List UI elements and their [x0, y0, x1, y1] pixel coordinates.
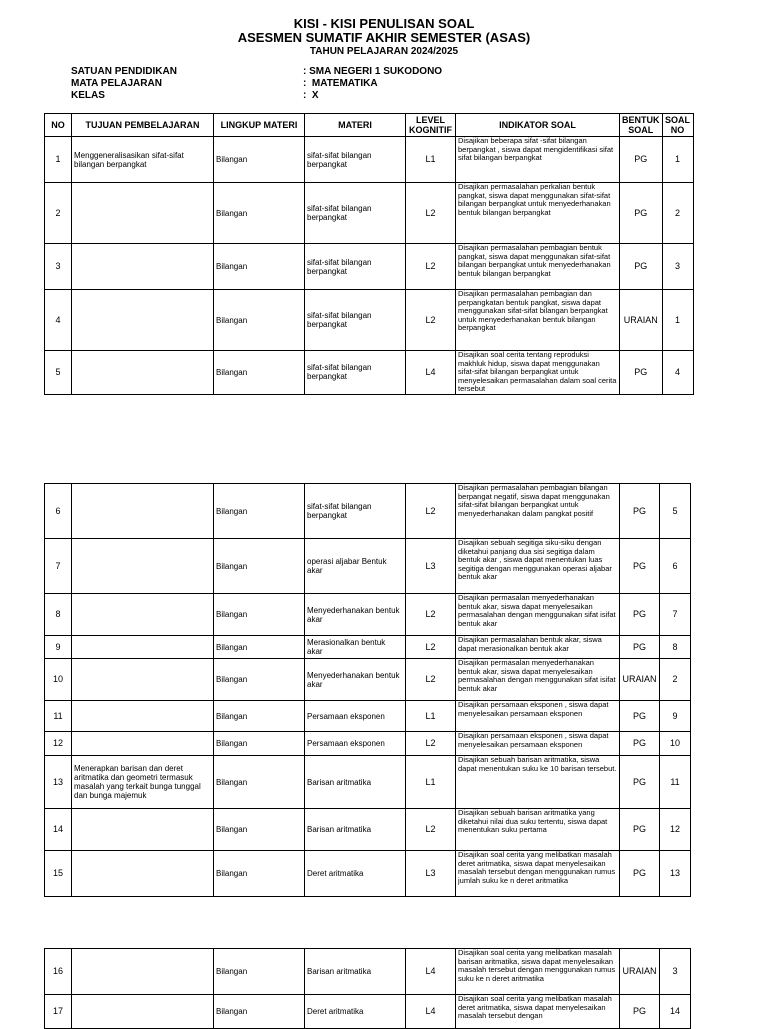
bentuk-soal-cell: PG — [620, 484, 660, 539]
level-kognitif-cell: L1 — [406, 701, 456, 732]
row-number: 8 — [45, 594, 72, 636]
soal-no-cell: 8 — [660, 636, 691, 659]
tujuan-pembelajaran-cell — [72, 701, 214, 732]
level-kognitif-cell: L2 — [406, 809, 456, 851]
lingkup-materi-cell: Bilangan — [214, 594, 305, 636]
info-value-kelas: : X — [303, 90, 319, 101]
document-subtitle: ASESMEN SUMATIF AKHIR SEMESTER (ASAS) — [237, 30, 531, 45]
indikator-soal-cell: Disajikan permasalan menyederhanakan bentuk akar, siswa dapat menyelesaikan permasalahan dengan menggunakan sifat isifat bentuk akar — [456, 594, 620, 636]
lingkup-materi-cell: Bilangan — [214, 290, 305, 351]
kisi-table-part-2 — [44, 483, 691, 897]
materi-cell: sifat-sifat bilangan berpangkat — [305, 183, 406, 244]
tujuan-pembelajaran-cell — [72, 809, 214, 851]
indikator-soal-cell: Disajikan sebuah barisan aritmatika, siswa dapat menentukan suku ke 10 barisan tersebut. — [456, 756, 620, 809]
lingkup-materi-cell: Bilangan — [214, 183, 305, 244]
row-number: 12 — [45, 732, 72, 756]
materi-cell: Persamaan eksponen — [305, 732, 406, 756]
tujuan-pembelajaran-cell — [72, 636, 214, 659]
level-kognitif-cell: L3 — [406, 539, 456, 594]
tujuan-pembelajaran-cell — [72, 995, 214, 1029]
indikator-soal-cell: Disajikan permasalahan pembagian bentuk pangkat, siswa dapat menggunakan sifat-sifat bilangan berpangkat untuk menyederhanakan bentuk bilangan berpangkat — [456, 244, 620, 290]
soal-no-cell: 4 — [662, 351, 693, 395]
bentuk-soal-cell: PG — [620, 539, 660, 594]
tujuan-pembelajaran-cell — [72, 594, 214, 636]
soal-no-cell: 14 — [660, 995, 691, 1029]
indikator-soal-cell: Disajikan permasalahan perkalian bentuk pangkat, siswa dapat menggunakan sifat-sifat bilangan berpangkat untuk menyederhanakan bentuk bilangan berpangkat — [456, 183, 620, 244]
bentuk-soal-cell: URAIAN — [620, 290, 663, 351]
table-row — [45, 949, 691, 995]
info-label-mapel: MATA PELAJARAN — [71, 78, 162, 89]
col-header-no: NO — [45, 114, 72, 137]
bentuk-soal-cell: PG — [620, 244, 663, 290]
table-row — [45, 290, 694, 351]
level-kognitif-cell: L3 — [406, 851, 456, 897]
bentuk-soal-cell: PG — [620, 183, 663, 244]
bentuk-soal-cell: PG — [620, 701, 660, 732]
kisi-table-part-3 — [44, 948, 691, 1029]
col-header-materi: MATERI — [305, 114, 406, 137]
materi-cell: Deret aritmatika — [305, 851, 406, 897]
materi-cell: sifat-sifat bilangan berpangkat — [305, 351, 406, 395]
table-row — [45, 484, 691, 539]
lingkup-materi-cell: Bilangan — [214, 949, 305, 995]
tujuan-pembelajaran-cell: Menggeneralisasikan sifat-sifat bilangan berpangkat — [72, 137, 214, 183]
row-number: 15 — [45, 851, 72, 897]
tujuan-pembelajaran-cell — [72, 351, 214, 395]
soal-no-cell: 7 — [660, 594, 691, 636]
table-row — [45, 701, 691, 732]
info-value-satuan: : SMA NEGERI 1 SUKODONO — [303, 66, 443, 77]
level-kognitif-cell: L1 — [406, 137, 456, 183]
bentuk-soal-cell: PG — [620, 851, 660, 897]
indikator-soal-cell: Disajikan permasalahan bentuk akar, siswa dapat merasionalkan bentuk akar — [456, 636, 620, 659]
row-number: 10 — [45, 659, 72, 701]
indikator-soal-cell: Disajikan persamaan eksponen , siswa dapat menyelesaikan persamaan eksponen — [456, 701, 620, 732]
col-header-indikator: INDIKATOR SOAL — [456, 114, 620, 137]
soal-no-cell: 13 — [660, 851, 691, 897]
lingkup-materi-cell: Bilangan — [214, 636, 305, 659]
indikator-soal-cell: Disajikan soal cerita tentang reproduksi makhluk hidup, siswa dapat menggunakan sifat-sifat bilangan berpangkat untuk menyelesaikan permasalahan dalam soal cerita tersebut — [456, 351, 620, 395]
lingkup-materi-cell: Bilangan — [214, 351, 305, 395]
table-row — [45, 539, 691, 594]
soal-no-cell: 2 — [662, 183, 693, 244]
level-kognitif-cell: L2 — [406, 659, 456, 701]
soal-no-cell: 5 — [660, 484, 691, 539]
lingkup-materi-cell: Bilangan — [214, 756, 305, 809]
tujuan-pembelajaran-cell — [72, 851, 214, 897]
bentuk-soal-cell: PG — [620, 137, 663, 183]
lingkup-materi-cell: Bilangan — [214, 484, 305, 539]
col-header-tujuan: TUJUAN PEMBELAJARAN — [72, 114, 214, 137]
indikator-soal-cell: Disajikan soal cerita yang melibatkan masalah deret aritmatika, siswa dapat menyelesaikan masalah tersebut dengan menggunakan rumus jumlah suku ke n deret aritmatika — [456, 851, 620, 897]
tujuan-pembelajaran-cell — [72, 183, 214, 244]
soal-no-cell: 10 — [660, 732, 691, 756]
table-row — [45, 809, 691, 851]
table-row — [45, 594, 691, 636]
row-number: 1 — [45, 137, 72, 183]
tujuan-pembelajaran-cell — [72, 484, 214, 539]
bentuk-soal-cell: PG — [620, 756, 660, 809]
bentuk-soal-cell: URAIAN — [620, 949, 660, 995]
row-number: 4 — [45, 290, 72, 351]
table-row — [45, 659, 691, 701]
table-row — [45, 636, 691, 659]
level-kognitif-cell: L2 — [406, 636, 456, 659]
soal-no-cell: 11 — [660, 756, 691, 809]
academic-year: TAHUN PELAJARAN 2024/2025 — [309, 46, 459, 57]
table-row — [45, 183, 694, 244]
materi-cell: Merasionalkan bentuk akar — [305, 636, 406, 659]
indikator-soal-cell: Disajikan permasalahan pembagian dan perpangkatan bentuk pangkat, siswa dapat menggunakan sifat-sifat bilangan berpangkat untuk menyederhanakan bentuk bilangan berpangkat — [456, 290, 620, 351]
row-number: 6 — [45, 484, 72, 539]
level-kognitif-cell: L2 — [406, 244, 456, 290]
row-number: 9 — [45, 636, 72, 659]
indikator-soal-cell: Disajikan soal cerita yang melibatkan masalah deret aritmatika, siswa dapat menyelesaikan masalah tersebut dengan — [456, 995, 620, 1029]
lingkup-materi-cell: Bilangan — [214, 244, 305, 290]
materi-cell: operasi aljabar Bentuk akar — [305, 539, 406, 594]
level-kognitif-cell: L4 — [406, 995, 456, 1029]
soal-no-cell: 1 — [662, 290, 693, 351]
level-kognitif-cell: L4 — [406, 351, 456, 395]
table-row — [45, 995, 691, 1029]
tujuan-pembelajaran-cell — [72, 244, 214, 290]
materi-cell: Menyederhanakan bentuk akar — [305, 594, 406, 636]
level-kognitif-cell: L2 — [406, 183, 456, 244]
tujuan-pembelajaran-cell — [72, 290, 214, 351]
col-header-soal: SOAL NO — [662, 114, 693, 137]
bentuk-soal-cell: PG — [620, 809, 660, 851]
tujuan-pembelajaran-cell — [72, 539, 214, 594]
row-number: 14 — [45, 809, 72, 851]
level-kognitif-cell: L2 — [406, 484, 456, 539]
indikator-soal-cell: Disajikan sebuah barisan aritmatika yang diketahui nilai dua suku tertentu, siswa dapat menentukan suku pertama — [456, 809, 620, 851]
level-kognitif-cell: L1 — [406, 756, 456, 809]
table-row — [45, 244, 694, 290]
row-number: 17 — [45, 995, 72, 1029]
materi-cell: Menyederhanakan bentuk akar — [305, 659, 406, 701]
indikator-soal-cell: Disajikan soal cerita yang melibatkan masalah barisan aritmatika, siswa dapat menyelesaikan masalah tersebut dengan menggunakan rumus suku ke n deret aritmatika — [456, 949, 620, 995]
level-kognitif-cell: L2 — [406, 594, 456, 636]
indikator-soal-cell: Disajikan persamaan eksponen , siswa dapat menyelesaikan persamaan eksponen — [456, 732, 620, 756]
materi-cell: Persamaan eksponen — [305, 701, 406, 732]
indikator-soal-cell: Disajikan permasalan menyederhanakan bentuk akar, siswa dapat menyelesaikan permasalahan dengan menggunakan sifat isifat bentuk akar — [456, 659, 620, 701]
kisi-table-part-1 — [44, 113, 694, 395]
col-header-bentuk: BENTUK SOAL — [620, 114, 663, 137]
soal-no-cell: 3 — [660, 949, 691, 995]
materi-cell: Barisan aritmatika — [305, 756, 406, 809]
materi-cell: sifat-sifat bilangan berpangkat — [305, 244, 406, 290]
soal-no-cell: 6 — [660, 539, 691, 594]
soal-no-cell: 2 — [660, 659, 691, 701]
lingkup-materi-cell: Bilangan — [214, 659, 305, 701]
table-header-row — [45, 114, 694, 137]
materi-cell: sifat-sifat bilangan berpangkat — [305, 137, 406, 183]
bentuk-soal-cell: PG — [620, 732, 660, 756]
level-kognitif-cell: L2 — [406, 290, 456, 351]
lingkup-materi-cell: Bilangan — [214, 539, 305, 594]
lingkup-materi-cell: Bilangan — [214, 995, 305, 1029]
lingkup-materi-cell: Bilangan — [214, 701, 305, 732]
table-row — [45, 732, 691, 756]
soal-no-cell: 3 — [662, 244, 693, 290]
bentuk-soal-cell: PG — [620, 594, 660, 636]
row-number: 5 — [45, 351, 72, 395]
bentuk-soal-cell: URAIAN — [620, 659, 660, 701]
row-number: 3 — [45, 244, 72, 290]
table-row — [45, 351, 694, 395]
tujuan-pembelajaran-cell — [72, 732, 214, 756]
bentuk-soal-cell: PG — [620, 995, 660, 1029]
soal-no-cell: 9 — [660, 701, 691, 732]
level-kognitif-cell: L4 — [406, 949, 456, 995]
bentuk-soal-cell: PG — [620, 351, 663, 395]
bentuk-soal-cell: PG — [620, 636, 660, 659]
info-value-mapel: : MATEMATIKA — [303, 78, 378, 89]
tujuan-pembelajaran-cell — [72, 949, 214, 995]
lingkup-materi-cell: Bilangan — [214, 809, 305, 851]
lingkup-materi-cell: Bilangan — [214, 732, 305, 756]
row-number: 13 — [45, 756, 72, 809]
tujuan-pembelajaran-cell — [72, 659, 214, 701]
table-row — [45, 137, 694, 183]
info-label-satuan: SATUAN PENDIDIKAN — [71, 66, 177, 77]
soal-no-cell: 1 — [662, 137, 693, 183]
soal-no-cell: 12 — [660, 809, 691, 851]
lingkup-materi-cell: Bilangan — [214, 851, 305, 897]
indikator-soal-cell: Disajikan sebuah segitiga siku-siku dengan diketahui panjang dua sisi segitiga dalam bentuk akar , siswa dapat menentukan luas segitiga dengan menggunakan operasi aljabar bentuk akar — [456, 539, 620, 594]
materi-cell: Barisan aritmatika — [305, 949, 406, 995]
lingkup-materi-cell: Bilangan — [214, 137, 305, 183]
table-row — [45, 851, 691, 897]
document-title: KISI - KISI PENULISAN SOAL — [293, 16, 475, 31]
level-kognitif-cell: L2 — [406, 732, 456, 756]
materi-cell: sifat-sifat bilangan berpangkat — [305, 290, 406, 351]
indikator-soal-cell: Disajikan permasalahan pembagian bilangan berpangat negatif, siswa dapat menggunakan sifat-sifat bilangan berpangkat untuk menyederhanakan dalam pangkat positif — [456, 484, 620, 539]
row-number: 11 — [45, 701, 72, 732]
indikator-soal-cell: Disajikan beberapa sifat -sifat bilangan berpangkat , siswa dapat mengidentifikasi sifat sifat bilangan berpangkat — [456, 137, 620, 183]
materi-cell: Barisan aritmatika — [305, 809, 406, 851]
col-header-level: LEVEL KOGNITIF — [406, 114, 456, 137]
info-label-kelas: KELAS — [71, 90, 105, 101]
materi-cell: Deret aritmatika — [305, 995, 406, 1029]
row-number: 2 — [45, 183, 72, 244]
tujuan-pembelajaran-cell: Menerapkan barisan dan deret aritmatika dan geometri termasuk masalah yang terkait bunga tunggal dan bunga majemuk — [72, 756, 214, 809]
row-number: 16 — [45, 949, 72, 995]
materi-cell: sifat-sifat bilangan berpangkat — [305, 484, 406, 539]
col-header-lingkup: LINGKUP MATERI — [214, 114, 305, 137]
table-row — [45, 756, 691, 809]
row-number: 7 — [45, 539, 72, 594]
